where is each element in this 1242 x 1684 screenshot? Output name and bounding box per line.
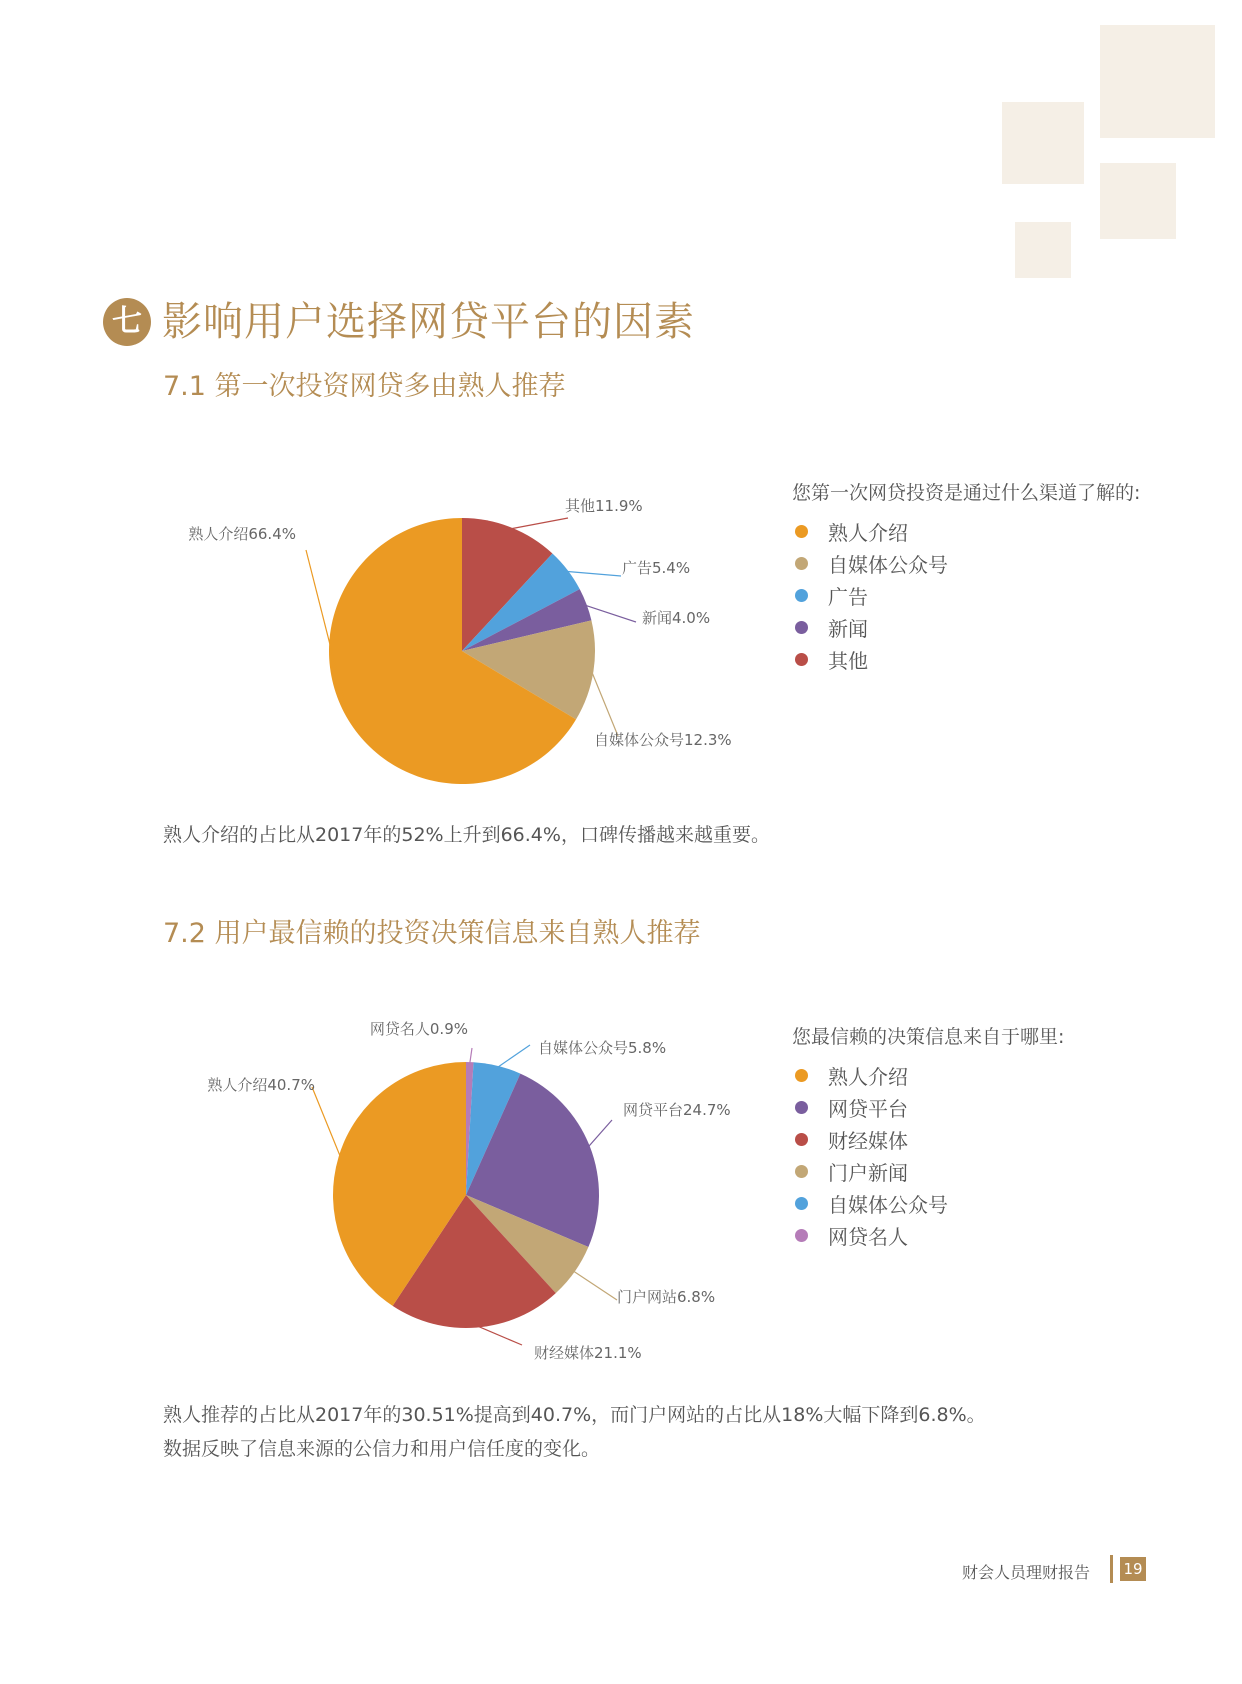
legend-question: 您最信赖的决策信息来自于哪里: (792, 1026, 1065, 1048)
data-label-2-0: 网贷名人0.9% (369, 1020, 468, 1038)
data-label-1-1: 广告5.4% (622, 559, 691, 577)
legend-dot-icon (795, 1069, 808, 1082)
legend-trusted-source (792, 1022, 1064, 1251)
legend-label: 财经媒体 (828, 1128, 908, 1153)
legend-item (792, 1187, 1064, 1219)
subsection-2-note-line-1: 熟人推荐的占比从2017年的30.51%提高到40.7%，而门户网站的占比从18%大幅下降到6.8%。 (163, 1404, 986, 1426)
legend-item (792, 1219, 1064, 1251)
legend-label: 门户新闻 (828, 1160, 908, 1185)
subsection-1-note: 熟人介绍的占比从2017年的52%上升到66.4%，口碑传播越来越重要。 (163, 824, 770, 846)
data-label-1-3: 自媒体公众号12.3% (594, 731, 732, 749)
data-label-2-1: 自媒体公众号5.8% (538, 1039, 667, 1057)
footer-report-name: 财会人员理财报告 (962, 1563, 1091, 1582)
leader-line-2-3 (573, 1271, 617, 1300)
legend-label: 网贷平台 (828, 1096, 908, 1121)
data-label-2-4: 财经媒体21.1% (534, 1344, 642, 1362)
legend-label: 其他 (828, 648, 868, 673)
data-label-1-2: 新闻4.0% (642, 609, 711, 627)
data-label-1-0: 其他11.9% (565, 497, 643, 515)
legend-label: 新闻 (828, 616, 868, 641)
legend-dot-icon (795, 1165, 808, 1178)
footer-divider (1110, 1555, 1113, 1583)
legend-item (792, 1091, 1064, 1123)
legend-dot-icon (795, 1133, 808, 1146)
section-number-badge: 七 (103, 298, 151, 346)
data-label-2-5: 熟人介绍40.7% (207, 1076, 315, 1094)
legend-label: 熟人介绍 (828, 520, 908, 545)
legend-label: 自媒体公众号 (828, 1192, 948, 1217)
leader-line-2-4 (476, 1326, 522, 1345)
legend-item (792, 1155, 1064, 1187)
data-label-1-4: 熟人介绍66.4% (188, 525, 296, 543)
legend-item (792, 1059, 1064, 1091)
legend-items (792, 1059, 1064, 1251)
legend-dot-icon (795, 1101, 808, 1114)
page-number: 19 (1120, 1557, 1146, 1581)
data-label-2-2: 网贷平台24.7% (623, 1101, 731, 1119)
legend-dot-icon (795, 1229, 808, 1242)
subsection-1-title: 7.1 第一次投资网贷多由熟人推荐 (163, 371, 566, 402)
legend-item (792, 1123, 1064, 1155)
subsection-2-note-line-2: 数据反映了信息来源的公信力和用户信任度的变化。 (163, 1438, 601, 1460)
leader-line-2-2 (588, 1120, 612, 1147)
legend-dot-icon (795, 1197, 808, 1210)
subsection-2-title: 7.2 用户最信赖的投资决策信息来自熟人推荐 (163, 918, 701, 949)
leader-line-2-1 (497, 1045, 530, 1068)
data-label-2-3: 门户网站6.8% (617, 1288, 716, 1306)
legend-label: 自媒体公众号 (828, 552, 948, 577)
legend-label: 广告 (828, 584, 868, 609)
legend-label: 网贷名人 (828, 1224, 908, 1249)
legend-label: 熟人介绍 (828, 1064, 908, 1089)
legend-question: 您第一次网贷投资是通过什么渠道了解的: (792, 482, 1141, 504)
section-title: 影响用户选择网贷平台的因素 (162, 299, 695, 345)
leader-line-2-5 (312, 1087, 341, 1157)
leader-line-2-0 (470, 1048, 472, 1064)
